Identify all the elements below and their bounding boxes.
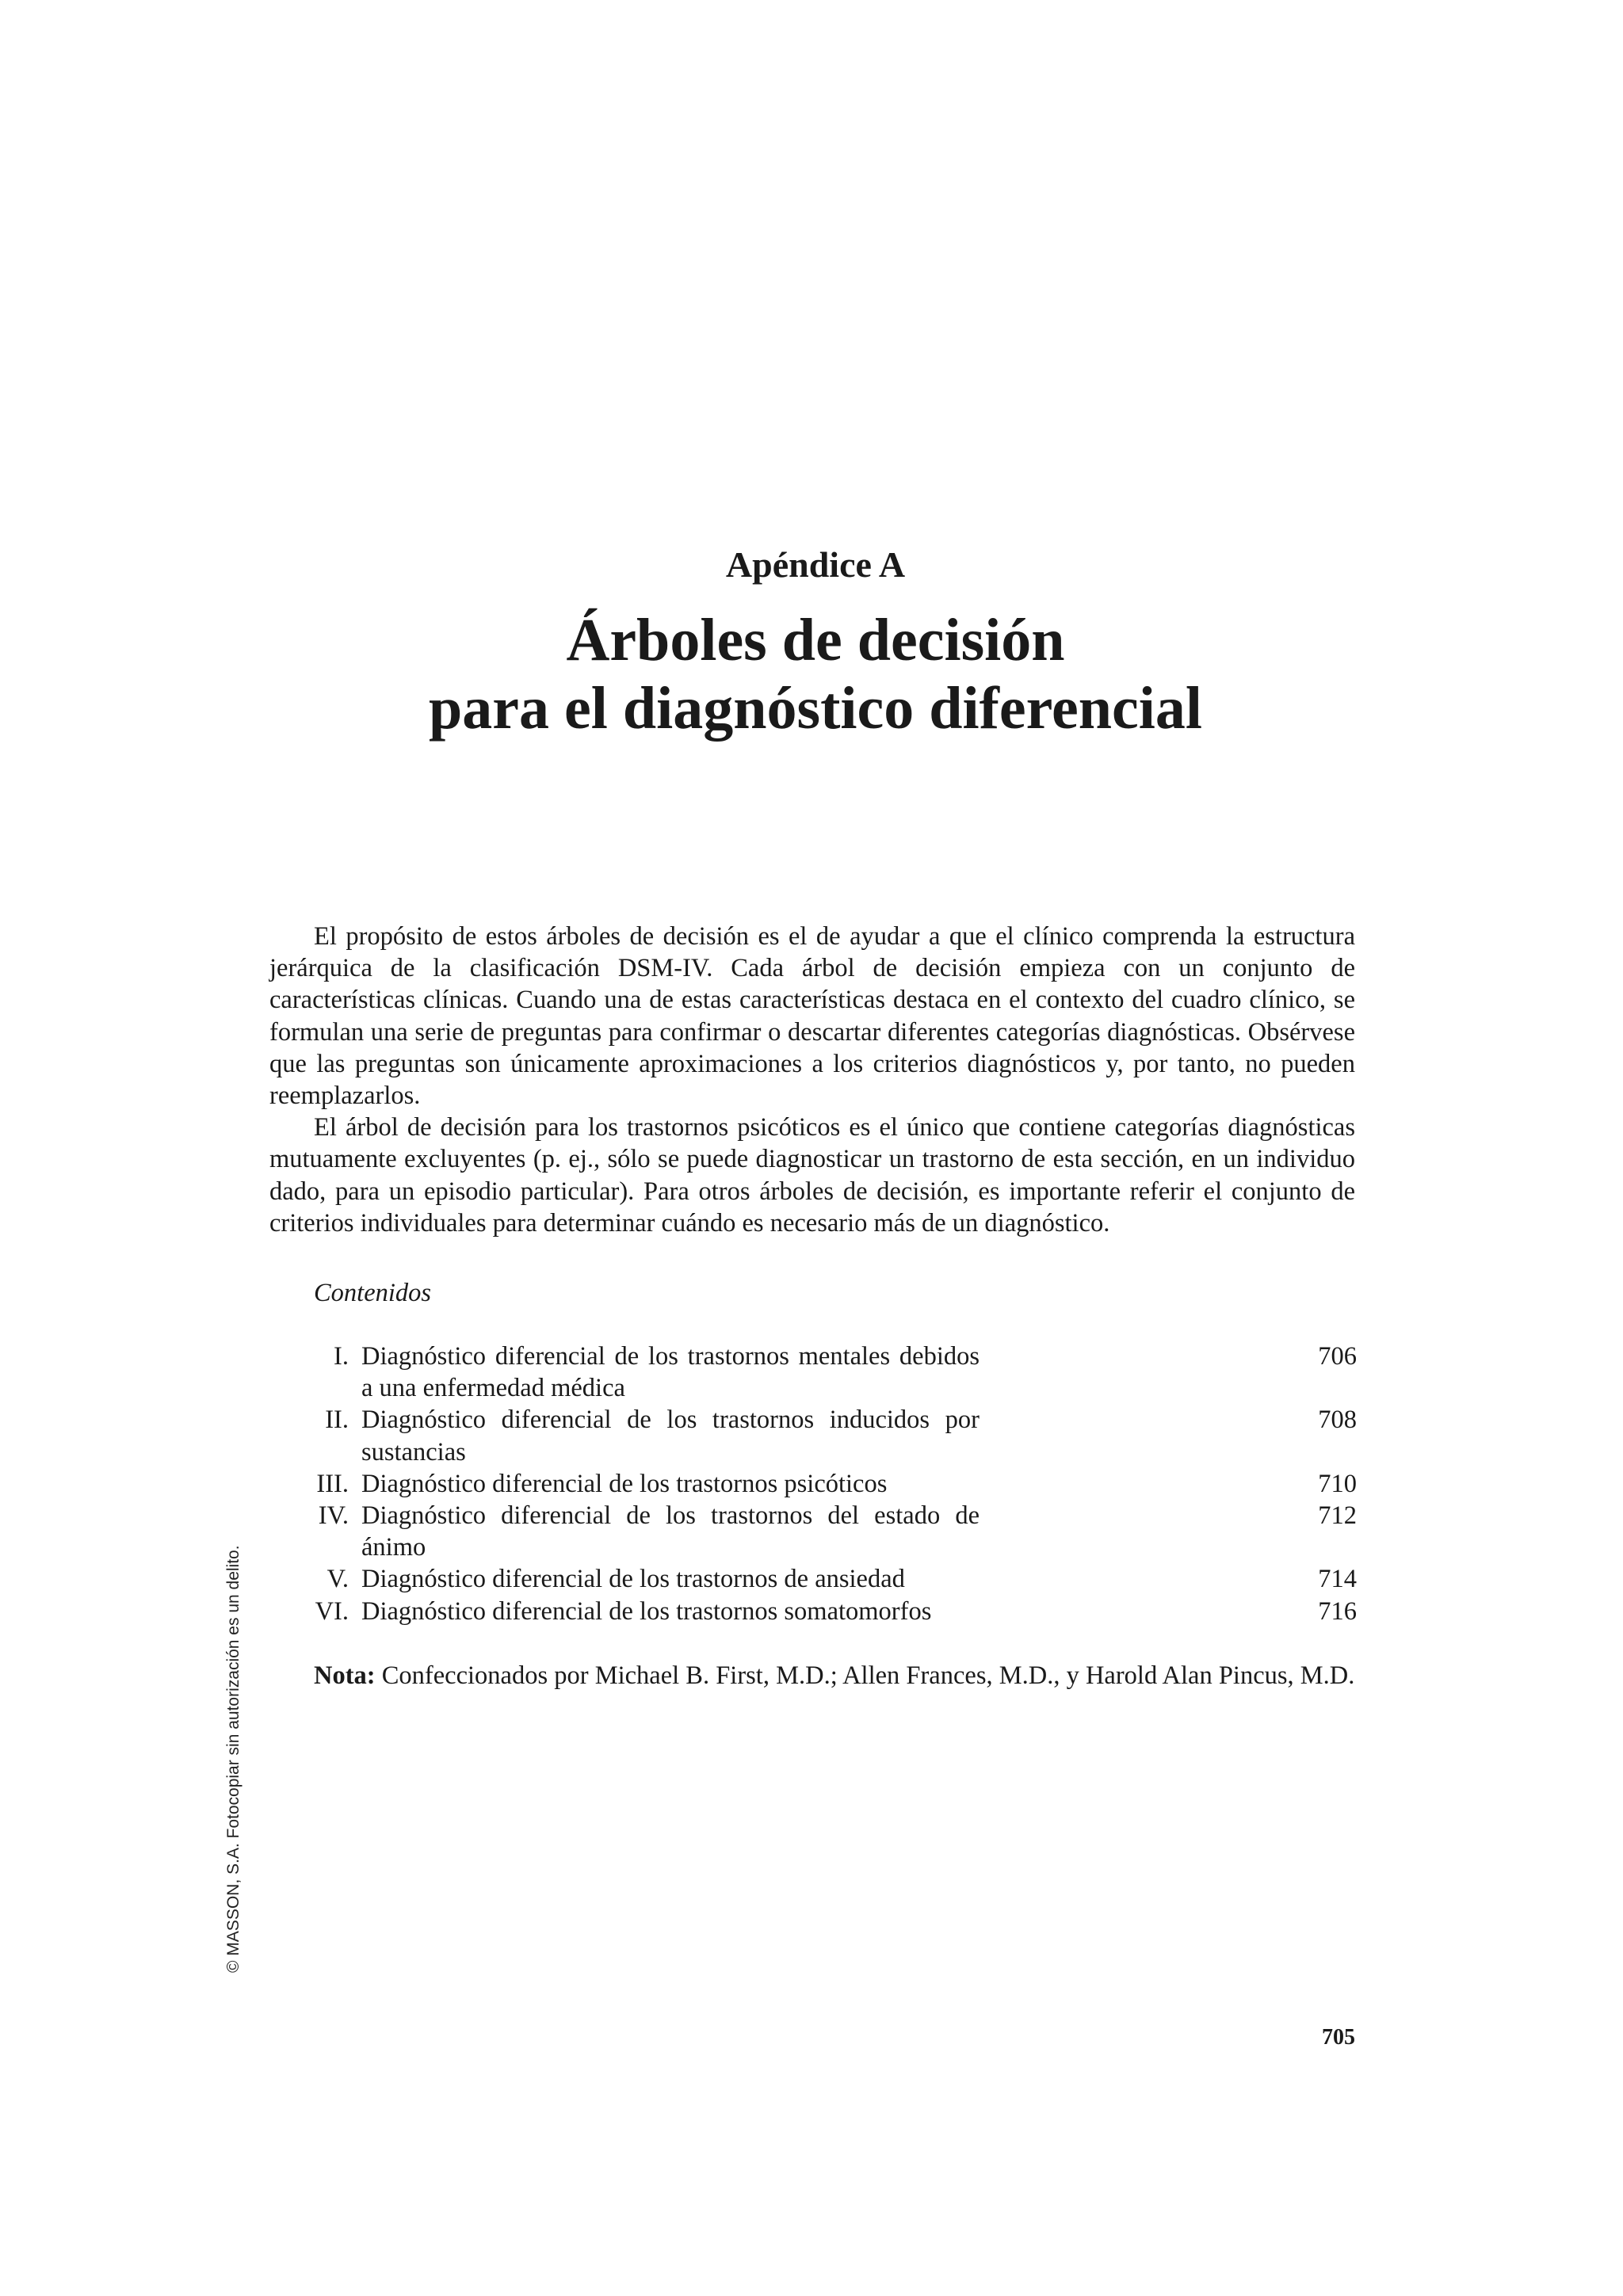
contents-item-2 xyxy=(269,1404,1357,1467)
contents-item-number: III. xyxy=(316,1469,349,1498)
contents-heading: Contenidos xyxy=(314,1279,432,1307)
contents-item-page: 710 xyxy=(1318,1469,1357,1498)
credits-note xyxy=(269,1660,1355,1691)
contents-item-number: IV. xyxy=(318,1501,349,1531)
contents-item-number: V. xyxy=(327,1565,349,1594)
contents-item-number: II. xyxy=(325,1405,349,1435)
page-title-line-2: para el diagnóstico diferencial xyxy=(429,675,1202,742)
contents-item-page: 706 xyxy=(1318,1342,1357,1371)
contents-item-title: Diagnóstico diferencial de los trastornos somatomorfos xyxy=(361,1596,932,1626)
copyright-notice-text: © MASSON, S.A. Fotocopiar sin autorización es un delito. xyxy=(224,1545,242,1973)
page-title xyxy=(0,606,1623,742)
intro-paragraph-2: El árbol de decisión para los trastornos psicóticos es el único que contiene categorías diagnósticas mutuamente excluyentes (p. ej., sólo se puede diagnosticar un trastorno de esta sección, en un individuo dado, para un episodio particular). Para otros árboles de decisión, es importante referir el conjunto de criterios individuales para determinar cuándo es necesario más de un diagnóstico. xyxy=(269,1113,1355,1238)
contents-item-1 xyxy=(269,1341,1357,1404)
contents-item-5 xyxy=(269,1563,1357,1595)
appendix-label: Apéndice A xyxy=(725,544,906,585)
contents-item-number: I. xyxy=(334,1342,349,1371)
contents-item-6 xyxy=(269,1596,1357,1627)
contents-item-title: Diagnóstico diferencial de los trastornos de ansiedad xyxy=(361,1565,905,1594)
note-label: Nota: xyxy=(314,1661,376,1690)
contents-item-title: Diagnóstico diferencial de los trastornos mentales debidos a una enfermedad médica xyxy=(361,1342,980,1403)
contents-item-page: 712 xyxy=(1318,1501,1357,1531)
contents-item-page: 716 xyxy=(1318,1596,1357,1626)
page-title-line-1: Árboles de decisión xyxy=(566,607,1065,673)
contents-item-title: Diagnóstico diferencial de los trastornos inducidos por sustancias xyxy=(361,1405,980,1466)
contents-list xyxy=(269,1341,1357,1627)
contents-item-number: VI. xyxy=(315,1596,349,1626)
contents-item-title: Diagnóstico diferencial de los trastornos psicóticos xyxy=(361,1469,888,1498)
intro-paragraph-1: El propósito de estos árboles de decisión es el de ayudar a que el clínico comprenda la estructura jerárquica de la clasificación DSM-IV. Cada árbol de decisión empieza con un conjunto de características clínicas. Cuando una de estas características destaca en el contexto del cuadro clínico, se formulan una serie de preguntas para confirmar o descartar diferentes categorías diagnósticas. Obsérvese que las preguntas son únicamente aproximaciones a los criterios diagnósticos y, por tanto, no pueden reemplazarlos. xyxy=(269,922,1355,1111)
contents-item-title: Diagnóstico diferencial de los trastornos del estado de ánimo xyxy=(361,1501,980,1562)
intro-text xyxy=(269,921,1355,1239)
page-number: 705 xyxy=(1322,2025,1355,2050)
contents-item-page: 714 xyxy=(1318,1565,1357,1594)
contents-item-3 xyxy=(269,1468,1357,1500)
contents-item-page: 708 xyxy=(1318,1405,1357,1435)
note-text: Confeccionados por Michael B. First, M.D.; Allen Frances, M.D., y Harold Alan Pincus, M.D. xyxy=(375,1661,1355,1690)
contents-item-4 xyxy=(269,1500,1357,1563)
